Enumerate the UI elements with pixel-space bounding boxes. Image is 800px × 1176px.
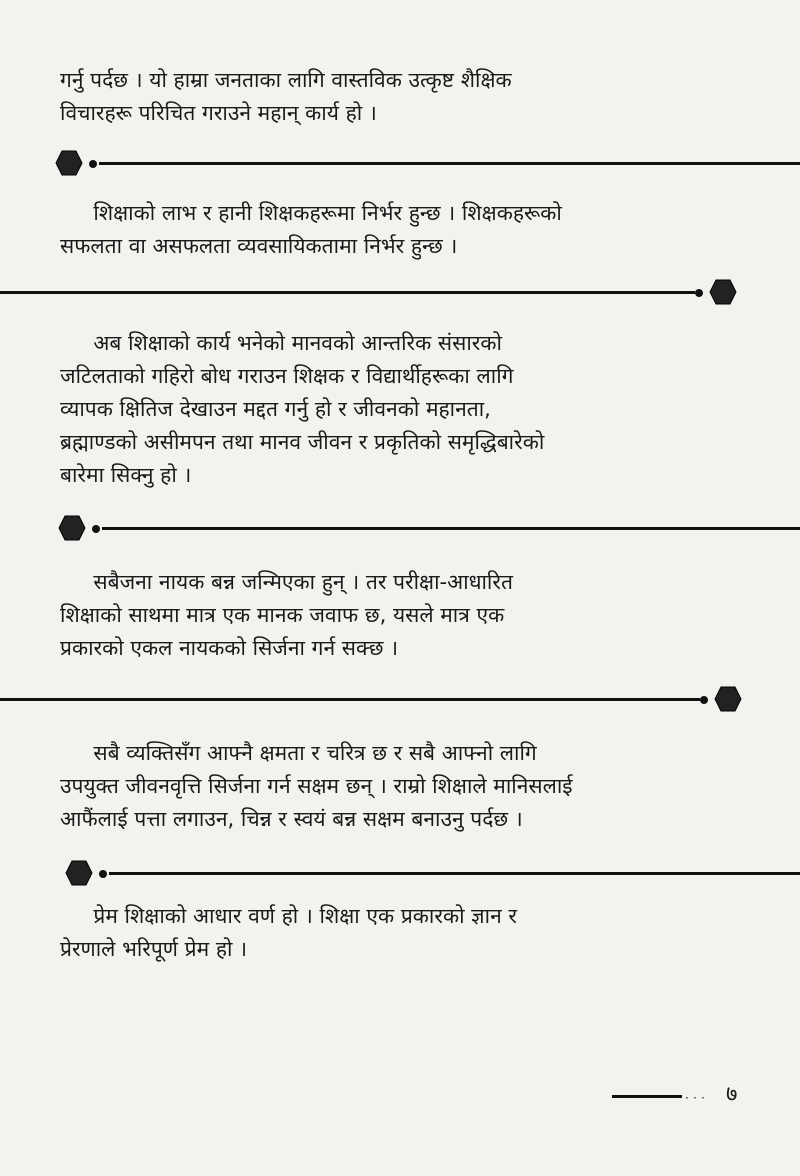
text-line: शिक्षाको साथमा मात्र एक मानक जवाफ छ, यसले मात्र एक — [60, 603, 505, 627]
text-line: जटिलताको गहिरो बोध गराउन शिक्षक र विद्यार्थीहरूका लागि — [60, 364, 514, 388]
section-divider-right — [0, 686, 742, 714]
text-line: प्रेम शिक्षाको आधार वर्ण हो । शिक्षा एक प्रकारको ज्ञान र — [60, 904, 518, 928]
hexagon-ornament-icon — [714, 686, 742, 712]
paragraph-3 — [60, 327, 750, 492]
paragraph-4 — [60, 566, 750, 665]
section-divider-left — [58, 515, 800, 543]
paragraph-2 — [60, 197, 750, 263]
text-line: प्रेरणाले भरिपूर्ण प्रेम हो । — [60, 937, 248, 961]
section-divider-left — [55, 150, 800, 178]
footer-dots: ··· — [684, 1093, 709, 1104]
divider-rule — [99, 162, 800, 165]
text-line: गर्नु पर्दछ । यो हाम्रा जनताका लागि वास्तविक उत्कृष्ट शैक्षिक — [60, 68, 512, 92]
divider-rule — [102, 527, 800, 530]
divider-rule — [0, 698, 700, 701]
footer-rule — [612, 1095, 682, 1098]
text-line: विचारहरू परिचित गराउने महान् कार्य हो । — [60, 101, 377, 125]
divider-rule — [0, 291, 695, 294]
hexagon-ornament-icon — [55, 150, 83, 176]
text-line: सबैजना नायक बन्न जन्मिएका हुन् । तर परीक्षा-आधारित — [60, 570, 513, 594]
text-line: प्रकारको एकल नायकको सिर्जना गर्न सक्छ । — [60, 636, 399, 660]
text-line: सफलता वा असफलता व्यवसायिकतामा निर्भर हुन्छ । — [60, 234, 458, 258]
divider-dot — [695, 289, 703, 297]
divider-dot — [92, 525, 100, 533]
hexagon-ornament-icon — [709, 279, 737, 305]
hexagon-ornament-icon — [65, 860, 93, 886]
text-line: उपयुक्त जीवनवृत्ति सिर्जना गर्न सक्षम छन् । राम्रो शिक्षाले मानिसलाई — [60, 774, 573, 798]
divider-dot — [700, 696, 708, 704]
paragraph-5 — [60, 737, 750, 836]
divider-dot — [89, 160, 97, 168]
text-line: ब्रह्माण्डको असीमपन तथा मानव जीवन र प्रकृतिको समृद्धिबारेको — [60, 430, 545, 454]
page-number: ७ — [726, 1082, 738, 1107]
paragraph-1 — [60, 64, 750, 130]
divider-dot — [99, 870, 107, 878]
hexagon-ornament-icon — [58, 515, 86, 541]
text-line: अब शिक्षाको कार्य भनेको मानवको आन्तरिक संसारको — [60, 331, 502, 355]
section-divider-left — [65, 860, 800, 888]
divider-rule — [109, 872, 800, 875]
text-line: शिक्षाको लाभ र हानी शिक्षकहरूमा निर्भर हुन्छ । शिक्षकहरूको — [60, 201, 562, 225]
text-line: व्यापक क्षितिज देखाउन मद्दत गर्नु हो र जीवनको महानता, — [60, 397, 491, 421]
text-line: सबै व्यक्तिसँग आफ्नै क्षमता र चरित्र छ र सबै आफ्नो लागि — [60, 741, 537, 765]
paragraph-6 — [60, 900, 750, 966]
text-line: बारेमा सिक्नु हो । — [60, 463, 192, 487]
text-line: आफैंलाई पत्ता लगाउन, चिन्न र स्वयं बन्न सक्षम बनाउनु पर्दछ । — [60, 807, 523, 831]
section-divider-right — [0, 279, 737, 307]
